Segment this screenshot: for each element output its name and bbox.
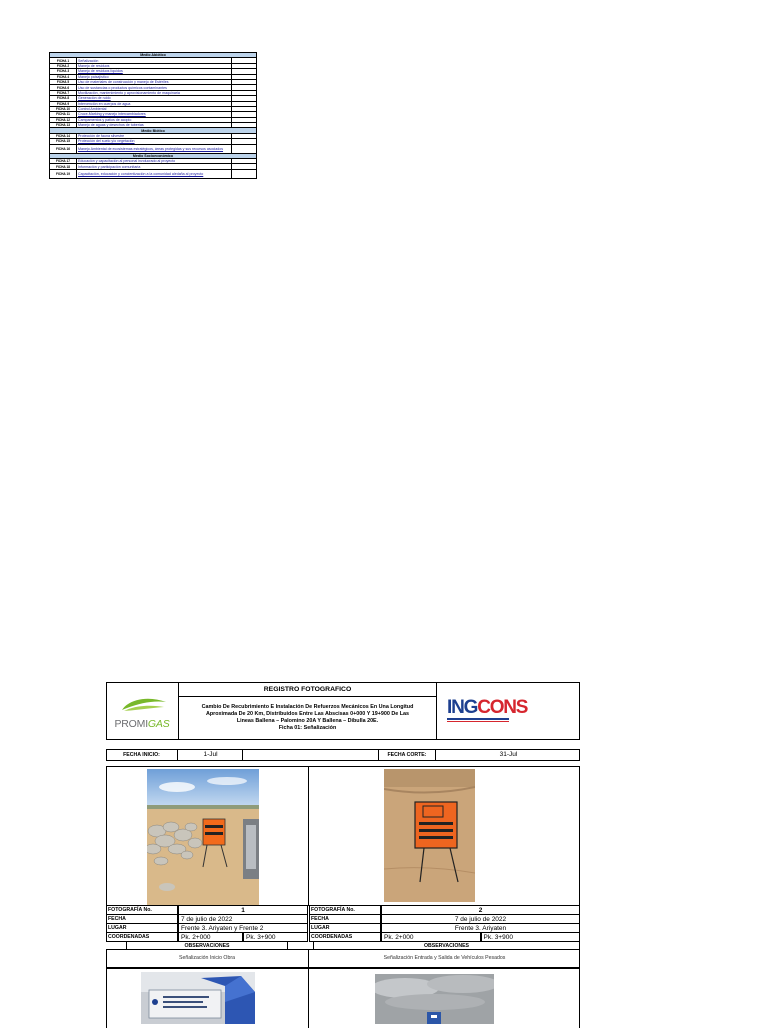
ficha-code: FICHA 7: [50, 90, 77, 95]
fecha-label: FECHA: [309, 914, 381, 924]
fecha-value: 7 de julio de 2022: [178, 914, 308, 924]
lugar-value: Frente 3. Ariyaten: [381, 923, 580, 933]
pk-start-value: Pk. 2+000: [178, 932, 243, 942]
ficha-code: FICHA 16: [50, 144, 77, 153]
pk-end-value: Pk. 3+900: [481, 932, 581, 942]
foto-number-label: FOTOGRAFÍA No.: [309, 905, 381, 915]
ficha-link[interactable]: Uso de materiales de construcción y manejo de Estériles: [77, 79, 232, 84]
logo-text-a: PROMI: [114, 718, 148, 730]
logo-underline: [447, 721, 509, 722]
divider: [436, 682, 437, 740]
pk-end-value: Pk. 3+900: [243, 932, 308, 942]
logo-underline: [447, 718, 509, 720]
ficha-code: FICHA 4: [50, 74, 77, 79]
section-title: Medio Biótico: [50, 128, 257, 133]
foto-number-value: 1: [178, 905, 308, 915]
ficha-code: FICHA 6: [50, 85, 77, 90]
form-heading: REGISTRO FOTOGRAFICO: [179, 682, 436, 697]
ficha-link[interactable]: Campamentos y patios de acopio: [77, 117, 232, 122]
project-line: Cambio De Recubrimiento E Instalación De Refuerzos Mecánicos En Una Longitud: [201, 704, 414, 710]
ficha-code: FICHA 1: [50, 58, 77, 63]
photo-1: [147, 769, 259, 905]
ficha-link[interactable]: Manejo de aguas y desechos de tuberías: [77, 123, 232, 128]
foto-number-value: 2: [381, 905, 580, 915]
ficha-code: FICHA 9: [50, 101, 77, 106]
ficha-code: FICHA 5: [50, 79, 77, 84]
ficha-code: FICHA 12: [50, 117, 77, 122]
index-body: [50, 53, 257, 179]
index-row: [50, 144, 257, 153]
ficha-link[interactable]: Uso de sustancias o productos químicos contaminantes: [77, 85, 232, 90]
fecha-inicio-value: 1-Jul: [179, 749, 243, 761]
project-line: Ficha 01: Señalización: [278, 725, 337, 731]
ficha-code: FICHA 10: [50, 106, 77, 111]
ficha-link[interactable]: Señalización: [77, 58, 232, 63]
coordenadas-label: COORDENADAS: [309, 932, 381, 942]
ficha-link[interactable]: Capacitación, educación y concientización a la comunidad aledaña al proyecto: [77, 169, 232, 178]
promigas-logo: [110, 696, 174, 730]
project-line: Aproximada De 20 Km, Distribuidos Entre Las Abscisas 0+000 Y 19+900 De Las: [205, 711, 410, 717]
ficha-check-cell: [232, 144, 257, 153]
ficha-link[interactable]: Información y participación comunitaria: [77, 164, 232, 169]
index-row: [50, 169, 257, 178]
fecha-value: 7 de julio de 2022: [381, 914, 580, 924]
ficha-code: FICHA 19: [50, 169, 77, 178]
project-line: Lineas Ballena – Palomino 20A Y Ballena – Dibulla 20E.: [236, 718, 379, 724]
index-table: [49, 52, 257, 179]
ficha-code: FICHA 11: [50, 112, 77, 117]
ficha-code: FICHA 2: [50, 63, 77, 68]
ficha-link[interactable]: Protección del suelo y/o vegetación: [77, 139, 232, 144]
ficha-link[interactable]: Manejo de residuos líquidos: [77, 69, 232, 74]
observation-2: Señalización Entrada y Salida de Vehículos Pesados: [383, 955, 506, 961]
ficha-link[interactable]: Generación de ruido: [77, 96, 232, 101]
ficha-link[interactable]: Movilización, mantenimiento y aprovisionamiento de maquinaria: [77, 90, 232, 95]
section-title: Medio Socioeconómico: [50, 153, 257, 158]
ficha-code: FICHA 15: [50, 139, 77, 144]
photo-4: [375, 974, 494, 1024]
pk-start-value: Pk. 2+000: [381, 932, 481, 942]
ficha-code: FICHA 8: [50, 96, 77, 101]
photo-3: [141, 972, 255, 1024]
observaciones-label: OBSERVACIONES: [313, 941, 580, 950]
ficha-check-cell: [232, 169, 257, 178]
lugar-label: LUGAR: [106, 923, 178, 933]
ficha-code: FICHA 17: [50, 159, 77, 164]
ficha-link[interactable]: Educación y capacitación al personal involucrado al proyecto: [77, 159, 232, 164]
divider: [308, 766, 309, 906]
ficha-link[interactable]: Cruce-Marking y manejo intercambiadores: [77, 112, 232, 117]
ingecons-logo: [444, 698, 574, 728]
fecha-corte-value: 31-Jul: [499, 751, 518, 758]
ficha-code: FICHA 18: [50, 164, 77, 169]
observaciones-label: OBSERVACIONES: [126, 941, 288, 950]
ficha-link[interactable]: Manejo Ambiental de ecosistemas estratégicos, áreas protegidas y sus recursos asociados: [77, 144, 232, 153]
section-title: Medio Abiótico: [50, 53, 257, 58]
fecha-corte-label: FECHA CORTE:: [378, 749, 436, 761]
ficha-link[interactable]: Intervención en cuerpos de agua: [77, 101, 232, 106]
divider: [308, 968, 309, 1028]
ficha-link[interactable]: Manejo paisajístico: [77, 74, 232, 79]
project-description: [182, 704, 433, 732]
photo-register-form: [106, 682, 580, 1024]
ficha-code: FICHA 3: [50, 69, 77, 74]
photo-2: [384, 769, 475, 902]
logo-text-b: GAS: [147, 718, 170, 730]
lugar-value: Frente 3. Ariyaten y Frente 2: [178, 923, 308, 933]
lugar-label: LUGAR: [309, 923, 381, 933]
ficha-link[interactable]: Control Ambiental: [77, 106, 232, 111]
promigas-leaf-icon: [110, 696, 174, 714]
fecha-label: FECHA: [106, 914, 178, 924]
logo-text-b: CONS: [477, 697, 528, 718]
coordenadas-label: COORDENADAS: [106, 932, 178, 942]
ficha-link[interactable]: Manejo de residuos: [77, 63, 232, 68]
logo-text-a: ING: [447, 697, 478, 718]
fecha-inicio-label: FECHA INICIO:: [106, 749, 178, 761]
ficha-code: FICHA 14: [50, 133, 77, 138]
foto-number-label: FOTOGRAFÍA No.: [106, 905, 178, 915]
observation-1: Señalización Inicio Obra: [179, 955, 235, 961]
ficha-link[interactable]: Protección de fauna silvestre: [77, 133, 232, 138]
ficha-code: FICHA 13: [50, 123, 77, 128]
